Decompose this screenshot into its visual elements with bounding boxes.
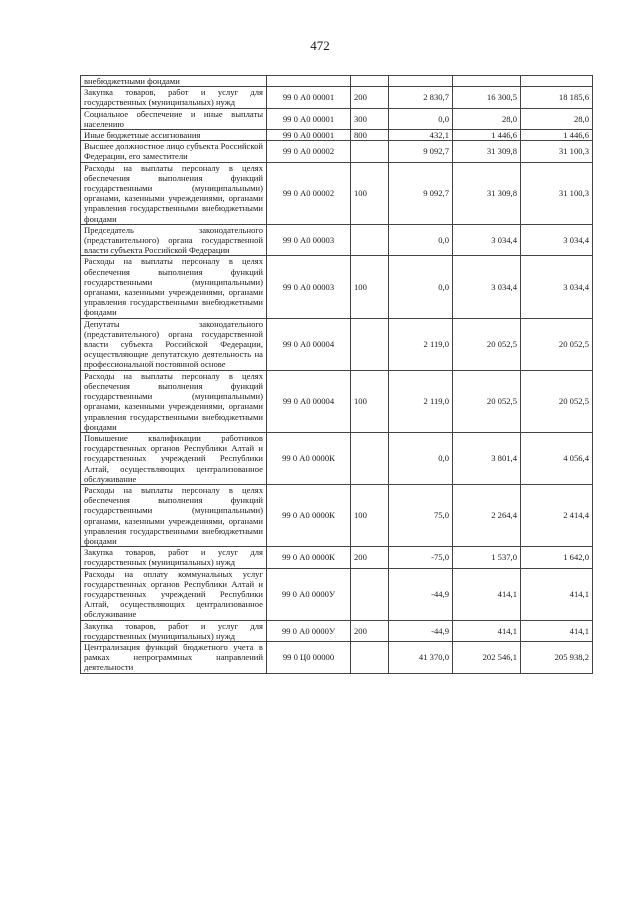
amount-1-cell: 41 370,0 (389, 641, 453, 673)
amount-2-cell: 414,1 (453, 620, 521, 641)
page-number: 472 (310, 38, 330, 53)
row-name-cell: Председатель законодательного (представительного) органа государственной власти субъекта Российской Федерации (81, 224, 267, 256)
expense-type-cell: 300 (351, 108, 389, 129)
amount-1-cell: 2 119,0 (389, 318, 453, 370)
amount-2-cell: 20 052,5 (453, 318, 521, 370)
row-name-cell: Высшее должностное лицо субъекта Российской Федерации, его заместители (81, 141, 267, 162)
expense-type-cell (351, 641, 389, 673)
table-row (81, 256, 593, 318)
table-row (81, 568, 593, 620)
row-name-cell: Социальное обеспечение и иные выплаты населению (81, 108, 267, 129)
amount-1-cell: 9 092,7 (389, 162, 453, 224)
budget-table-body (81, 76, 593, 674)
target-article-code-cell: 99 0 Ц0 00000 (267, 641, 351, 673)
target-article-code-cell: 99 0 А0 00003 (267, 224, 351, 256)
amount-2-cell: 3 034,4 (453, 256, 521, 318)
expense-type-cell (351, 318, 389, 370)
target-article-code-cell: 99 0 А0 0000К (267, 432, 351, 484)
target-article-code-cell: 99 0 А0 00003 (267, 256, 351, 318)
expense-type-cell (351, 568, 389, 620)
amount-3-cell: 20 052,5 (521, 370, 593, 432)
amount-3-cell: 3 034,4 (521, 256, 593, 318)
amount-1-cell: 0,0 (389, 224, 453, 256)
target-article-code-cell: 99 0 А0 00004 (267, 370, 351, 432)
amount-2-cell: 3 034,4 (453, 224, 521, 256)
amount-3-cell: 31 100,3 (521, 162, 593, 224)
table-row (81, 641, 593, 673)
amount-1-cell: 0,0 (389, 108, 453, 129)
table-row (81, 87, 593, 108)
target-article-code-cell: 99 0 А0 0000К (267, 484, 351, 546)
amount-2-cell: 202 546,1 (453, 641, 521, 673)
amount-3-cell: 2 414,4 (521, 484, 593, 546)
amount-3-cell: 28,0 (521, 108, 593, 129)
amount-1-cell: 2 119,0 (389, 370, 453, 432)
amount-3-cell: 31 100,3 (521, 141, 593, 162)
row-name-cell: Расходы на выплаты персоналу в целях обеспечения выполнения функций государственными (муниципальными) органами, казенными учреждениями, органами управления государственными внебюджетными фондами (81, 162, 267, 224)
row-name-cell: внебюджетными фондами (81, 76, 267, 87)
amount-3-cell: 205 938,2 (521, 641, 593, 673)
target-article-code-cell: 99 0 А0 00001 (267, 130, 351, 141)
amount-2-cell: 414,1 (453, 568, 521, 620)
row-name-cell: Расходы на оплату коммунальных услуг государственных органов Республики Алтай и государственных учреждений Республики Алтай, осуществляющих централизованное обслуживание (81, 568, 267, 620)
amount-3-cell: 1 642,0 (521, 547, 593, 568)
table-row (81, 370, 593, 432)
table-row (81, 547, 593, 568)
expense-type-cell: 200 (351, 547, 389, 568)
row-name-cell: Закупка товаров, работ и услуг для государственных (муниципальных) нужд (81, 547, 267, 568)
amount-2-cell: 16 300,5 (453, 87, 521, 108)
target-article-code-cell: 99 0 А0 0000У (267, 620, 351, 641)
table-row (81, 432, 593, 484)
amount-1-cell: -75,0 (389, 547, 453, 568)
expense-type-cell: 800 (351, 130, 389, 141)
table-row (81, 76, 593, 87)
row-name-cell: Расходы на выплаты персоналу в целях обеспечения выполнения функций государственными (муниципальными) органами, казенными учреждениями, органами управления государственными внебюджетными фондами (81, 484, 267, 546)
amount-3-cell: 414,1 (521, 568, 593, 620)
table-row (81, 162, 593, 224)
amount-1-cell: 75,0 (389, 484, 453, 546)
table-row (81, 108, 593, 129)
amount-2-cell: 20 052,5 (453, 370, 521, 432)
table-row (81, 620, 593, 641)
row-name-cell: Депутаты законодательного (представительного) органа государственной власти субъекта Российской Федерации, осуществляющие депутатскую деятельность на профессиональной постоянной основе (81, 318, 267, 370)
expense-type-cell (351, 76, 389, 87)
row-name-cell: Расходы на выплаты персоналу в целях обеспечения выполнения функций государственными (муниципальными) органами, казенными учреждениями, органами управления государственными внебюджетными фондами (81, 256, 267, 318)
row-name-cell: Повышение квалификации работников государственных органов Республики Алтай и государственных учреждений Республики Алтай, осуществляющих централизованное обслуживание (81, 432, 267, 484)
target-article-code-cell: 99 0 А0 0000У (267, 568, 351, 620)
amount-3-cell: 1 446,6 (521, 130, 593, 141)
table-row (81, 224, 593, 256)
table-row (81, 318, 593, 370)
amount-2-cell: 1 537,0 (453, 547, 521, 568)
amount-1-cell: 432,1 (389, 130, 453, 141)
table-row (81, 141, 593, 162)
amount-3-cell: 414,1 (521, 620, 593, 641)
expense-type-cell (351, 141, 389, 162)
amount-2-cell: 3 801,4 (453, 432, 521, 484)
target-article-code-cell: 99 0 А0 00004 (267, 318, 351, 370)
target-article-code-cell (267, 76, 351, 87)
amount-1-cell: 2 830,7 (389, 87, 453, 108)
amount-1-cell: 0,0 (389, 256, 453, 318)
expense-type-cell: 100 (351, 162, 389, 224)
amount-3-cell: 3 034,4 (521, 224, 593, 256)
amount-1-cell: -44,9 (389, 568, 453, 620)
row-name-cell: Централизация функций бюджетного учета в рамках непрограммных направлений деятельности (81, 641, 267, 673)
table-row (81, 484, 593, 546)
table-row (81, 130, 593, 141)
target-article-code-cell: 99 0 А0 00002 (267, 141, 351, 162)
amount-2-cell: 1 446,6 (453, 130, 521, 141)
expense-type-cell: 200 (351, 87, 389, 108)
amount-3-cell (521, 76, 593, 87)
amount-2-cell (453, 76, 521, 87)
row-name-cell: Расходы на выплаты персоналу в целях обеспечения выполнения функций государственными (муниципальными) органами, казенными учреждениями, органами управления государственными внебюджетными фондами (81, 370, 267, 432)
amount-2-cell: 28,0 (453, 108, 521, 129)
amount-1-cell (389, 76, 453, 87)
expense-type-cell: 200 (351, 620, 389, 641)
amount-3-cell: 4 056,4 (521, 432, 593, 484)
amount-2-cell: 2 264,4 (453, 484, 521, 546)
budget-table (80, 75, 593, 674)
target-article-code-cell: 99 0 А0 00002 (267, 162, 351, 224)
row-name-cell: Закупка товаров, работ и услуг для государственных (муниципальных) нужд (81, 87, 267, 108)
row-name-cell: Закупка товаров, работ и услуг для государственных (муниципальных) нужд (81, 620, 267, 641)
amount-2-cell: 31 309,8 (453, 162, 521, 224)
target-article-code-cell: 99 0 А0 00001 (267, 87, 351, 108)
amount-2-cell: 31 309,8 (453, 141, 521, 162)
amount-1-cell: -44,9 (389, 620, 453, 641)
amount-3-cell: 20 052,5 (521, 318, 593, 370)
amount-1-cell: 9 092,7 (389, 141, 453, 162)
expense-type-cell (351, 224, 389, 256)
expense-type-cell (351, 432, 389, 484)
target-article-code-cell: 99 0 А0 0000К (267, 547, 351, 568)
amount-3-cell: 18 185,6 (521, 87, 593, 108)
row-name-cell: Иные бюджетные ассигнования (81, 130, 267, 141)
expense-type-cell: 100 (351, 370, 389, 432)
expense-type-cell: 100 (351, 256, 389, 318)
target-article-code-cell: 99 0 А0 00001 (267, 108, 351, 129)
expense-type-cell: 100 (351, 484, 389, 546)
amount-1-cell: 0,0 (389, 432, 453, 484)
